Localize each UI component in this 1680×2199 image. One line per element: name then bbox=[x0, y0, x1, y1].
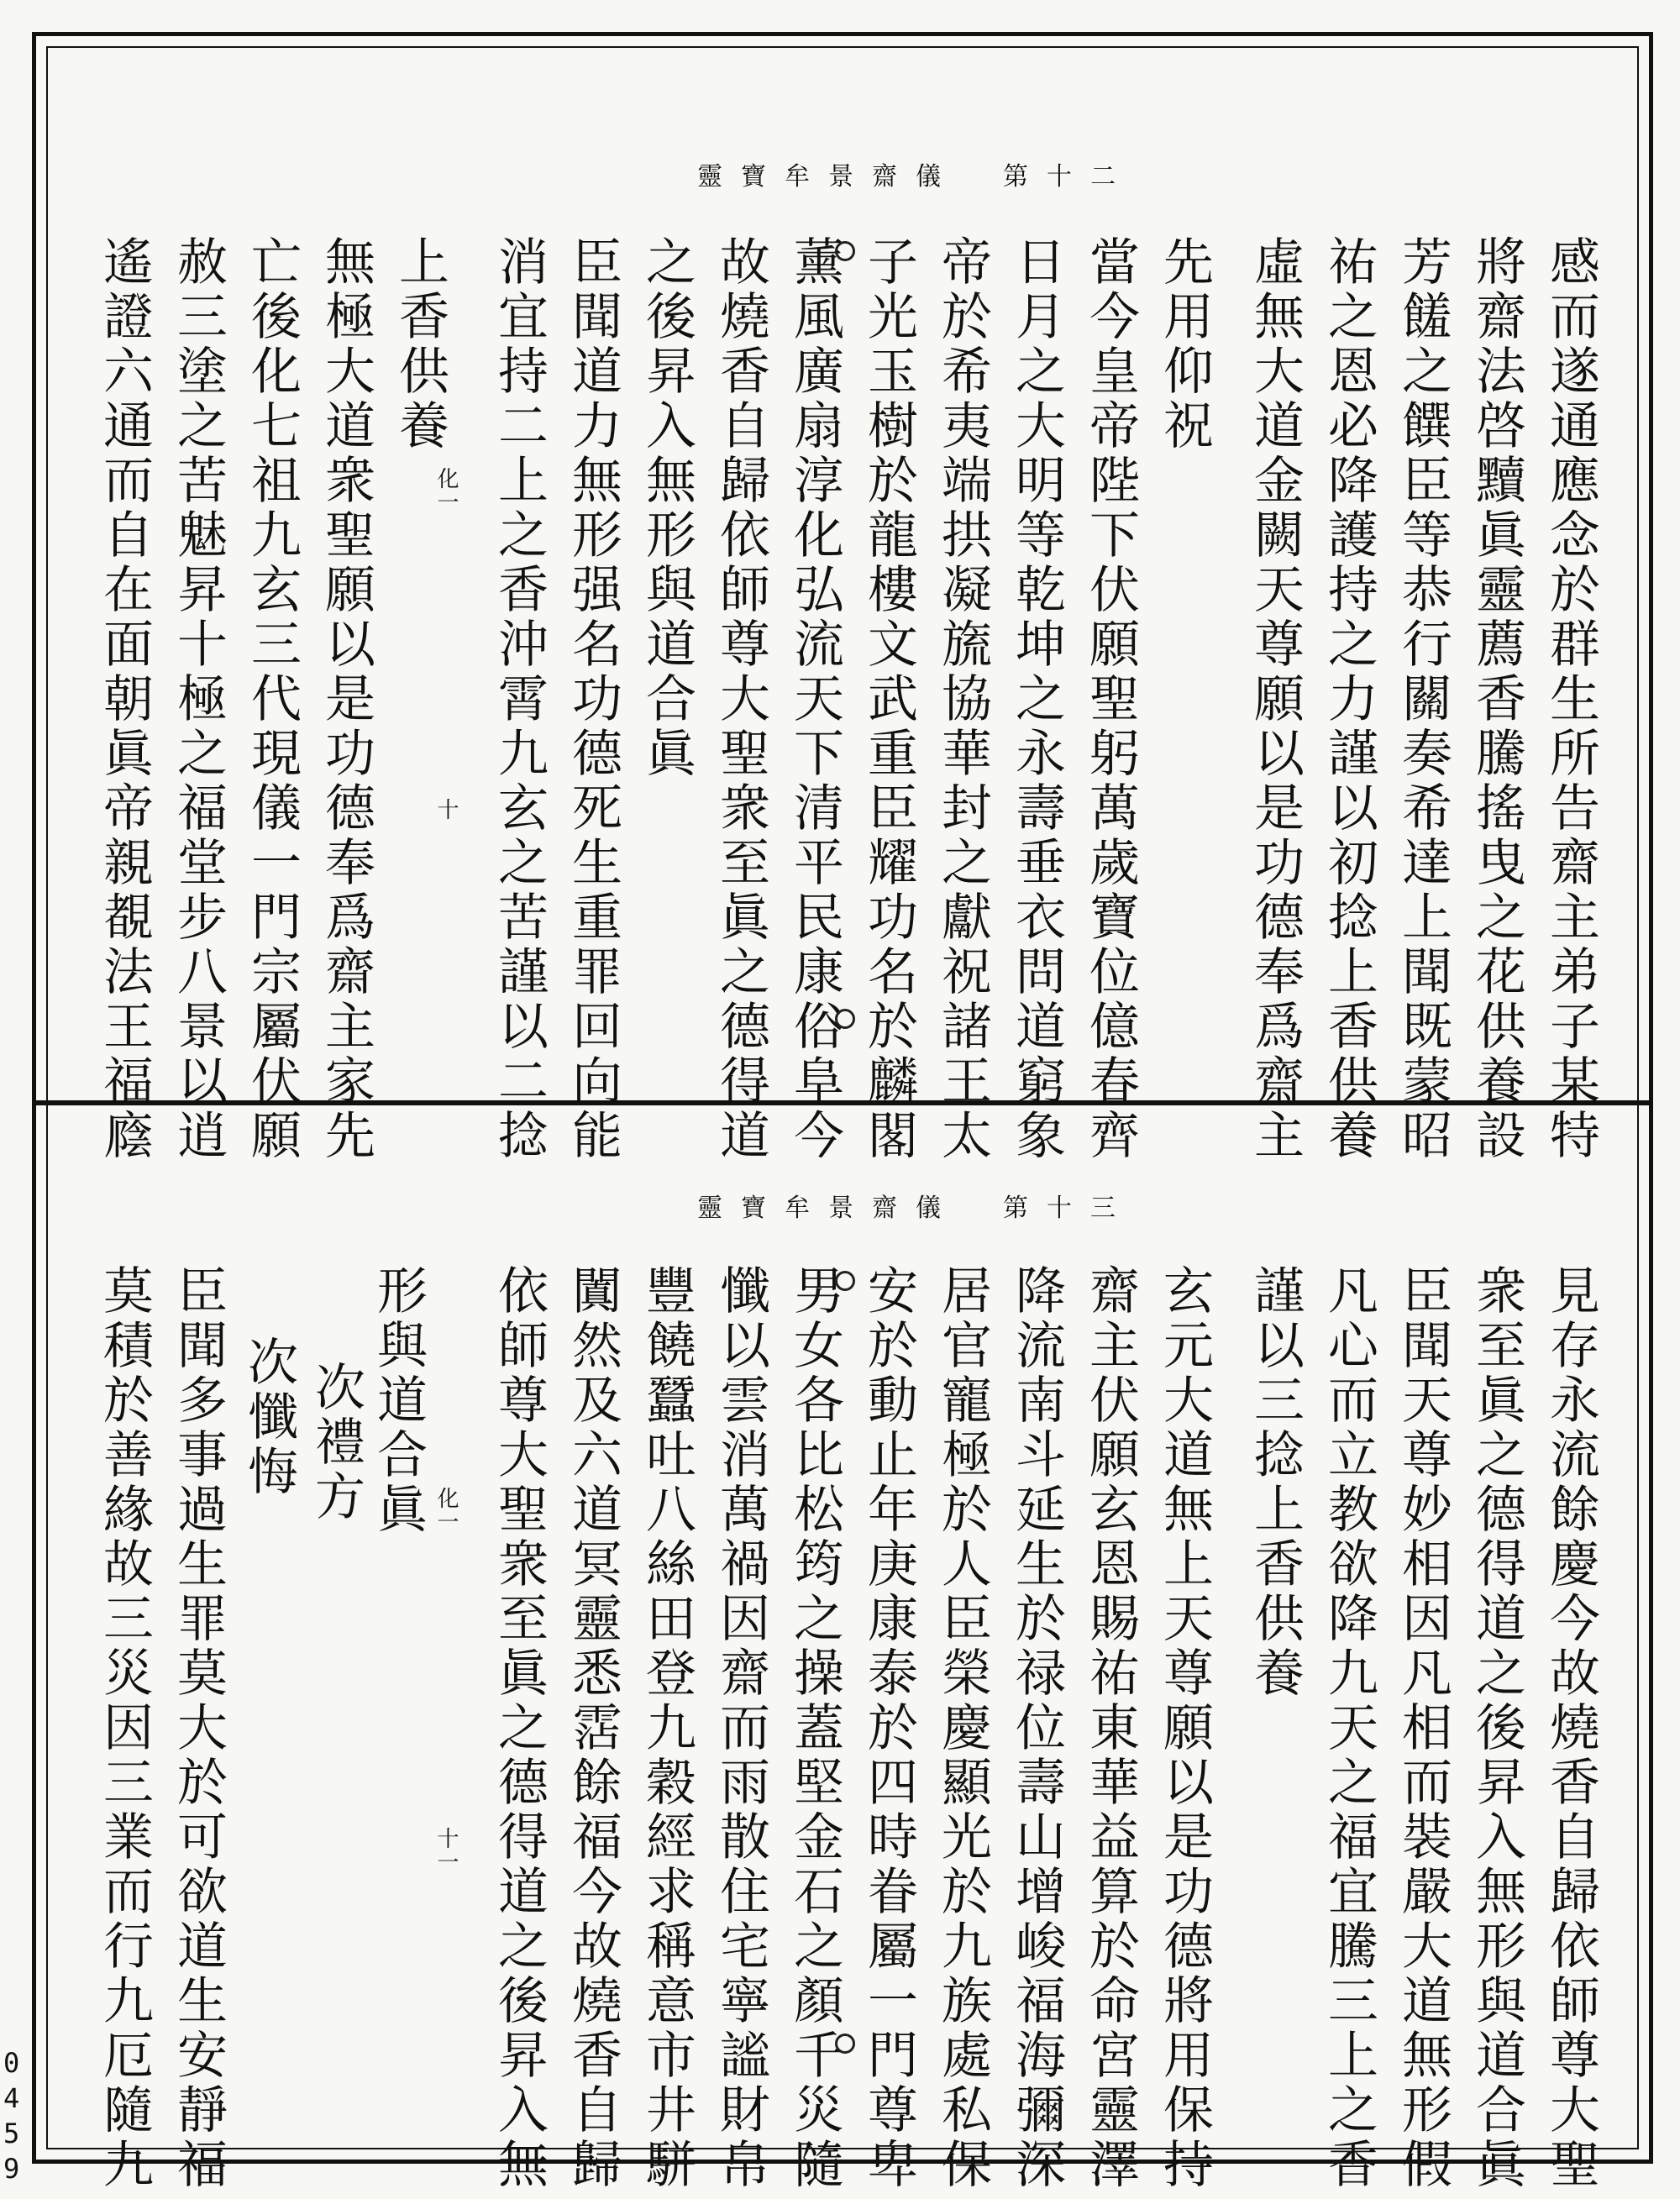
upper-column-1: 感而遂通應念於群生所告齋主弟子某特 bbox=[1541, 235, 1600, 1163]
lower-section-marker: 化一 bbox=[433, 1487, 459, 1534]
lower-column-12: 懺以雲消萬禍因齋而雨散住宅寧謐財帛 bbox=[711, 1264, 770, 2192]
upper-column-11: 薰風廣扇淳化弘流天下清平民康俗阜今 bbox=[785, 235, 844, 1163]
lower-column-11: 男女各比松筠之操蓋堅金石之顏千災隨 bbox=[785, 1264, 844, 2192]
lower-column-9: 居官寵極於人臣榮慶顯光於九族處私保 bbox=[933, 1264, 992, 2192]
upper-column-4: 祐之恩必降護持之力謹以初捻上香供養 bbox=[1320, 235, 1378, 1163]
lower-column-14: 闐然及六道冥靈悉霑餘福今故燒香自歸 bbox=[564, 1264, 622, 2192]
circle-mark bbox=[835, 2034, 855, 2054]
lower-column-4: 凡心而立教欲降九天之福宜騰三上之香 bbox=[1320, 1264, 1378, 2192]
page-number: 0459 bbox=[3, 2047, 20, 2185]
upper-column-14: 臣聞道力無形强名功德死生重罪回向能 bbox=[564, 235, 622, 1163]
upper-column-9: 帝於希夷端拱凝旒協華封之獻祝諸王太 bbox=[933, 235, 992, 1163]
upper-column-2: 將齋法啓黷眞靈薦香騰搖曳之花供養設 bbox=[1467, 235, 1526, 1163]
upper-column-13: 之後昇入無形與道合眞 bbox=[638, 235, 696, 781]
lower-column-10: 安於動止年庚康泰於四時眷屬一門尊卑 bbox=[859, 1264, 918, 2192]
lower-column-13: 豐饒蠶吐八絲田登九穀經求稱意市井駢 bbox=[638, 1264, 696, 2192]
lower-column-1: 見存永流餘慶今故燒香自歸依師尊大聖 bbox=[1541, 1264, 1600, 2192]
upper-column-12: 故燒香自歸依師尊大聖衆至眞之德得道 bbox=[711, 235, 770, 1163]
lower-column-15: 依師尊大聖衆至眞之德得道之後昇入無 bbox=[490, 1264, 549, 2192]
lower-column-16: 形與道合眞 bbox=[369, 1264, 428, 1537]
upper-column-16: 上香供養 bbox=[391, 235, 449, 454]
upper-column-7: 當今皇帝陛下伏願聖躬萬歲寶位億春齊 bbox=[1081, 235, 1140, 1163]
upper-column-10: 子光玉樹於龍樓文武重臣耀功名於麟閣 bbox=[859, 235, 918, 1163]
lower-column-7: 齋主伏願玄恩賜祐東華益算於命宮靈澤 bbox=[1081, 1264, 1140, 2192]
lower-section-number: 十一 bbox=[433, 1827, 459, 1874]
circle-mark bbox=[835, 241, 855, 261]
lower-column-20: 莫積於善緣故三災因三業而行九厄隨九 bbox=[95, 1264, 154, 2192]
circle-mark bbox=[835, 1009, 855, 1029]
lower-column-6: 玄元大道無上天尊願以是功德將用保持 bbox=[1155, 1264, 1214, 2192]
upper-column-5: 虛無大道金闕天尊願以是功德奉爲齋主 bbox=[1246, 235, 1305, 1163]
lower-column-3: 臣聞天尊妙相因凡相而裝嚴大道無形假 bbox=[1394, 1264, 1452, 2192]
upper-section-marker: 化一 bbox=[433, 467, 459, 514]
lower-column-19: 臣聞多事過生罪莫大於可欲道生安靜福 bbox=[169, 1264, 228, 2192]
lower-column-17: 次禮方 bbox=[307, 1361, 365, 1525]
circle-mark bbox=[835, 1271, 855, 1291]
upper-column-3: 芳饈之饌臣等恭行關奏希達上聞既蒙昭 bbox=[1394, 235, 1452, 1163]
upper-column-17: 無極大道衆聖願以是功德奉爲齋主家先 bbox=[317, 235, 375, 1163]
lower-column-5: 謹以三捻上香供養 bbox=[1246, 1264, 1305, 1701]
upper-column-19: 赦三塗之苦魅昇十極之福堂步八景以逍 bbox=[169, 235, 228, 1163]
upper-column-20: 遙證六通而自在面朝眞帝親覩法王福廕 bbox=[95, 235, 154, 1163]
lower-running-head: 靈寶牟景齋儀 第十三 bbox=[697, 1194, 1134, 1223]
upper-column-6: 先用仰祝 bbox=[1155, 235, 1214, 454]
upper-column-15: 消宜持二上之香沖霄九玄之苦謹以二捻 bbox=[490, 235, 549, 1163]
upper-column-18: 亡後化七祖九玄三代現儀一門宗屬伏願 bbox=[243, 235, 302, 1163]
upper-section-number: 十 bbox=[433, 798, 459, 821]
lower-column-2: 衆至眞之德得道之後昇入無形與道合眞 bbox=[1467, 1264, 1526, 2192]
upper-column-8: 日月之大明等乾坤之永壽垂衣問道窮象 bbox=[1007, 235, 1066, 1163]
upper-running-head: 靈寶牟景齋儀 第十二 bbox=[697, 162, 1134, 192]
lower-column-8: 降流南斗延生於禄位壽山增峻福海彌深 bbox=[1007, 1264, 1066, 2192]
lower-column-18: 次懺悔 bbox=[239, 1336, 298, 1499]
